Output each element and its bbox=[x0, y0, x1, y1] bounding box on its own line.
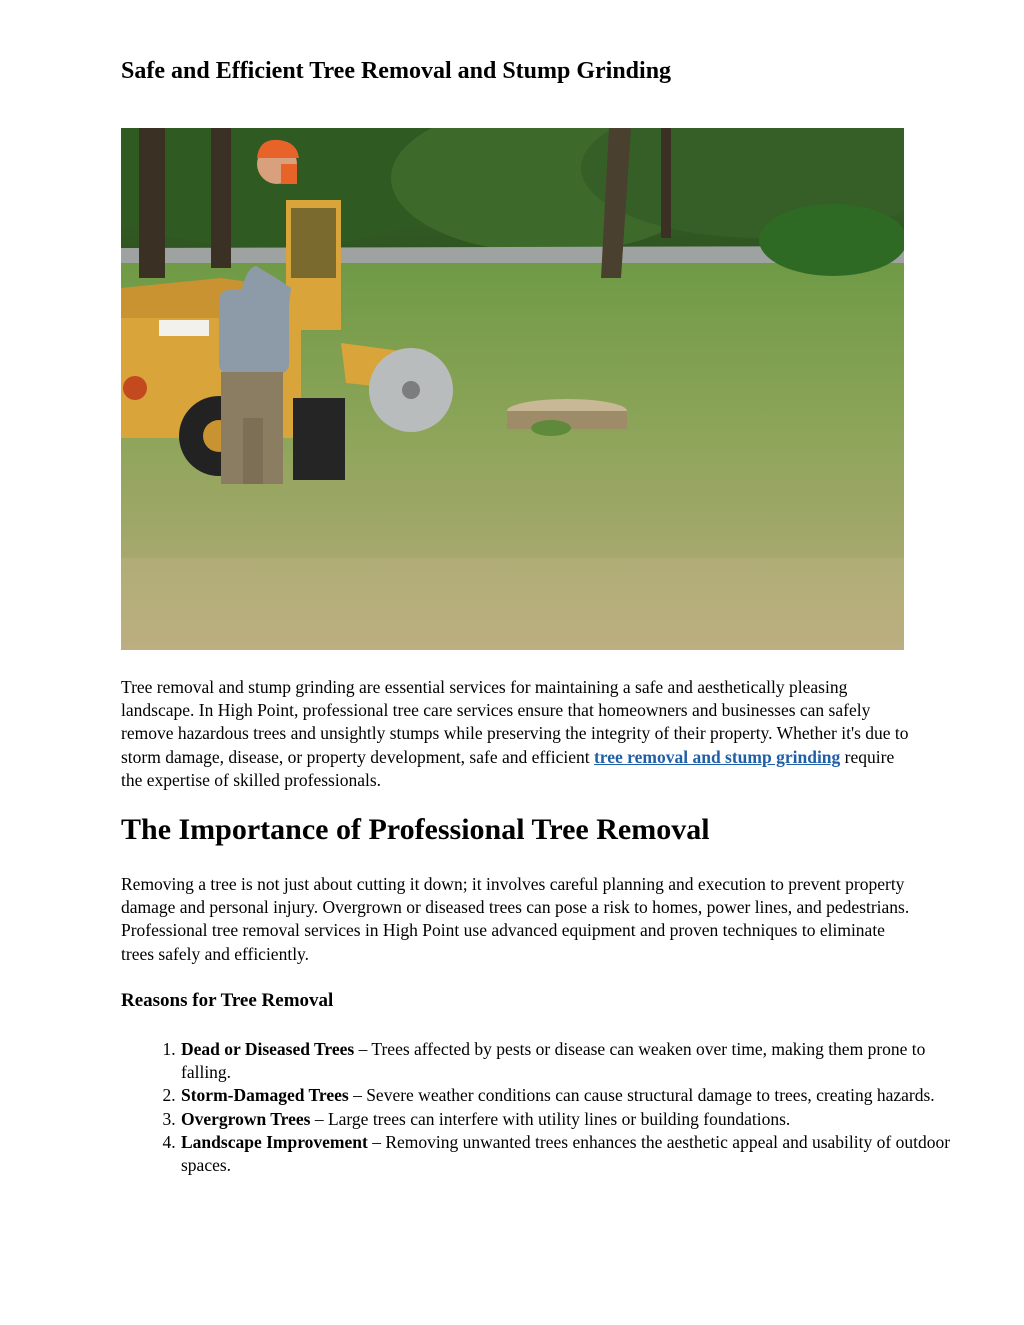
tree-removal-link[interactable]: tree removal and stump grinding bbox=[593, 746, 841, 767]
section-paragraph: Removing a tree is not just about cutting it down; it involves careful planning and execution to prevent property damage and personal injury. Overgrown or diseased trees can pose a risk to homes, power lines, and pedestrians. Professional tree removal services in High Point use advanced equipment and proven techniques to eliminate trees safely and efficiently. bbox=[121, 874, 910, 964]
intro-text-before-link: Tree removal and stump grinding are essential services for maintaining a safe and aesthetically pleasing landscape. In High Point, professional tree care services ensure that homeowners and businesses can safely remove hazardous trees and unsightly stumps while preserving the integrity of their property. Whether it's due to storm damage, disease, or property development, safe and efficient bbox=[121, 677, 909, 767]
stump-grinding-photo bbox=[121, 128, 904, 650]
intro-paragraph bbox=[121, 676, 911, 792]
reason-desc: – Severe weather conditions can cause structural damage to trees, creating hazards. bbox=[348, 1085, 935, 1106]
reasons-heading: Reasons for Tree Removal bbox=[121, 990, 334, 1011]
reason-desc: – Large trees can interfere with utility lines or building foundations. bbox=[310, 1108, 791, 1129]
reason-desc: – Removing unwanted trees enhances the aesthetic appeal and usability of outdoor spaces. bbox=[181, 1131, 951, 1176]
section-heading: The Importance of Professional Tree Removal bbox=[121, 813, 710, 846]
reason-desc: – Trees affected by pests or disease can weaken over time, making them prone to falling. bbox=[181, 1039, 926, 1083]
reason-term: Dead or Diseased Trees bbox=[181, 1039, 355, 1059]
list-item bbox=[180, 1131, 970, 1177]
reason-term: Storm-Damaged Trees bbox=[181, 1085, 349, 1106]
list-item bbox=[180, 1084, 970, 1107]
reason-term: Overgrown Trees bbox=[181, 1108, 311, 1129]
page-title: Safe and Efficient Tree Removal and Stump Grinding bbox=[121, 58, 672, 84]
reason-term: Landscape Improvement bbox=[181, 1131, 368, 1152]
list-item bbox=[180, 1108, 970, 1131]
intro-text-after-link: require the expertise of skilled professionals. bbox=[121, 746, 895, 790]
reasons-list bbox=[121, 1038, 970, 1177]
list-item bbox=[180, 1038, 970, 1084]
